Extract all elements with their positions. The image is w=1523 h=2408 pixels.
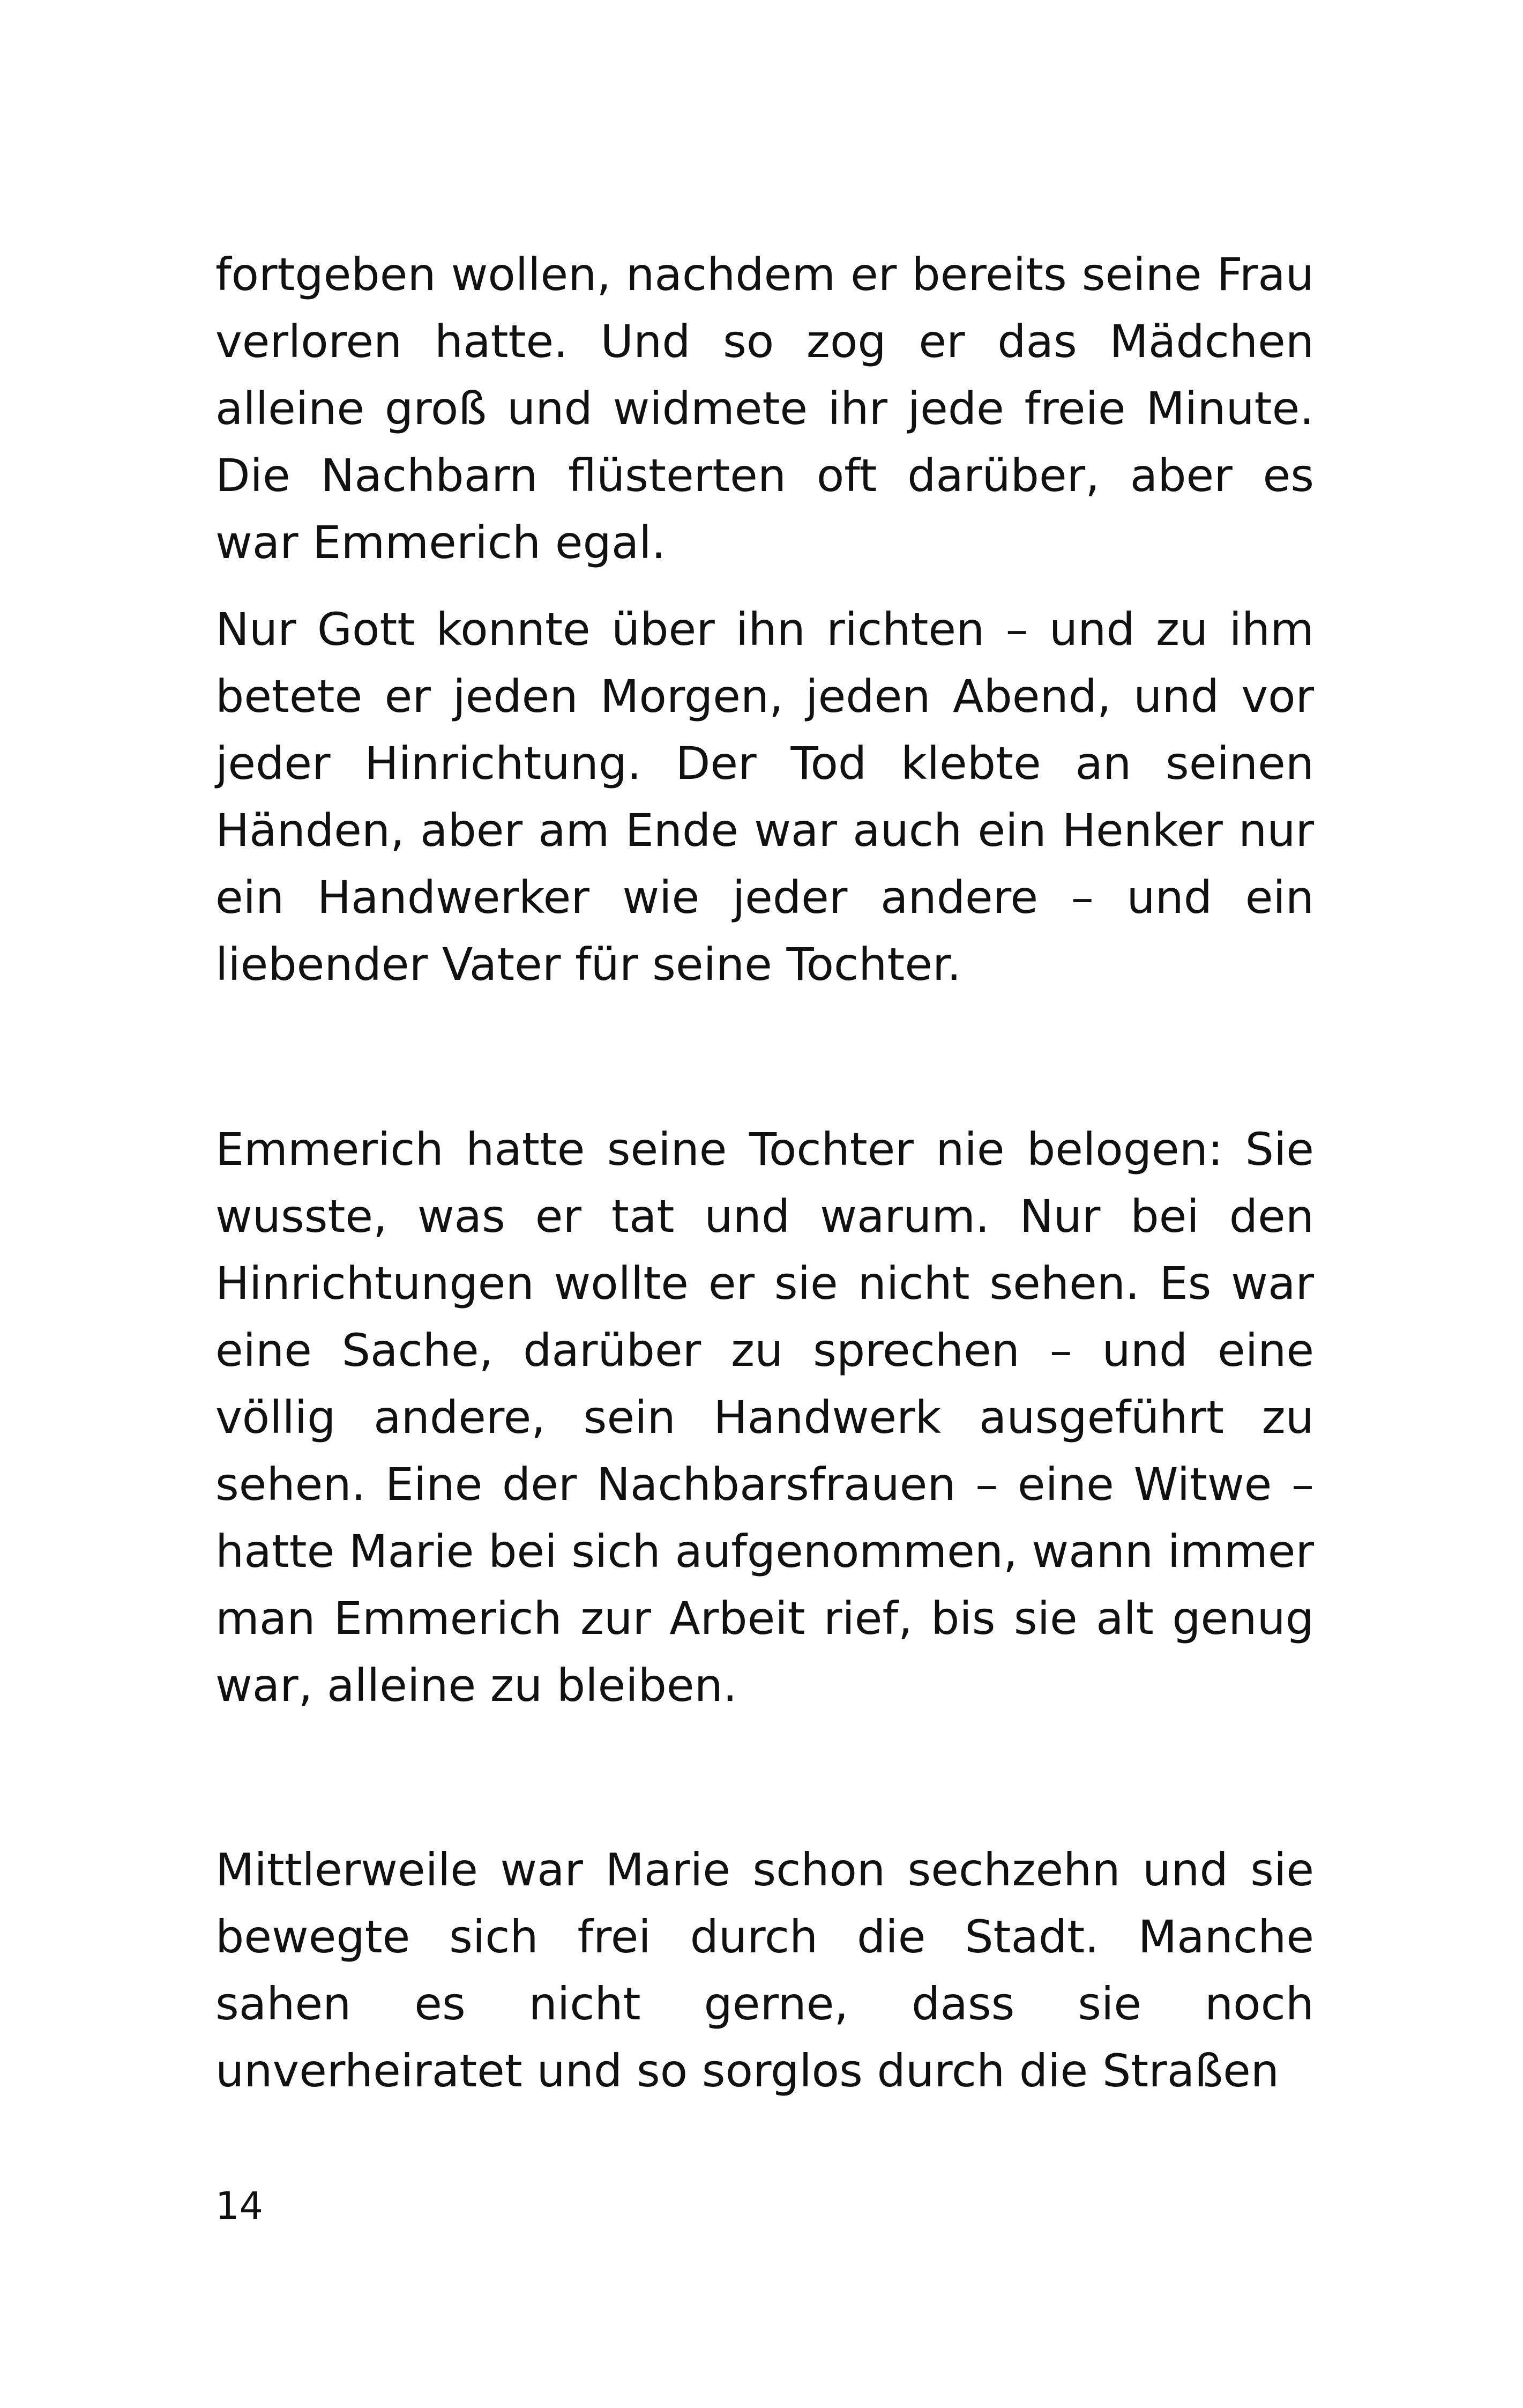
paragraph-3: Emmerich hatte seine Tochter nie belogen: Sie wusste, was er tat und warum. Nur bei den Hinrichtungen wollte er sie nicht sehen. Es war eine Sache, darüber zu sprechen – und eine völlig andere, sein Handwerk ausgeführt zu sehen. Eine der Nachbarsfrauen – eine Witwe – hatte Marie bei sich aufgenommen, wann immer man Emmerich zur Arbeit rief, bis sie alt genug war, alleine zu bleiben. — [215, 1123, 1314, 1712]
paragraph-4: Mittlerweile war Marie schon sechzehn und sie bewegte sich frei durch die Stadt. Manche sahen es nicht gerne, dass sie noch unverheiratet und so sorglos durch die Straßen — [215, 1844, 1314, 2097]
paragraph-2: Nur Gott konnte über ihn richten – und zu ihm betete er jeden Morgen, jeden Abend, und vor jeder Hinrichtung. Der Tod klebte an seinen Händen, aber am Ende war auch ein Henker nur ein Handwerker wie jeder andere – und ein liebender Vater für seine Tochter. — [215, 603, 1314, 991]
page-number: 14 — [215, 2184, 264, 2228]
paragraph-1: fortgeben wollen, nachdem er bereits seine Frau verloren hatte. Und so zog er das Mädchen alleine groß und widmete ihr jede freie Minute. Die Nachbarn flüsterten oft darüber, aber es war Emmerich egal. — [215, 248, 1314, 569]
